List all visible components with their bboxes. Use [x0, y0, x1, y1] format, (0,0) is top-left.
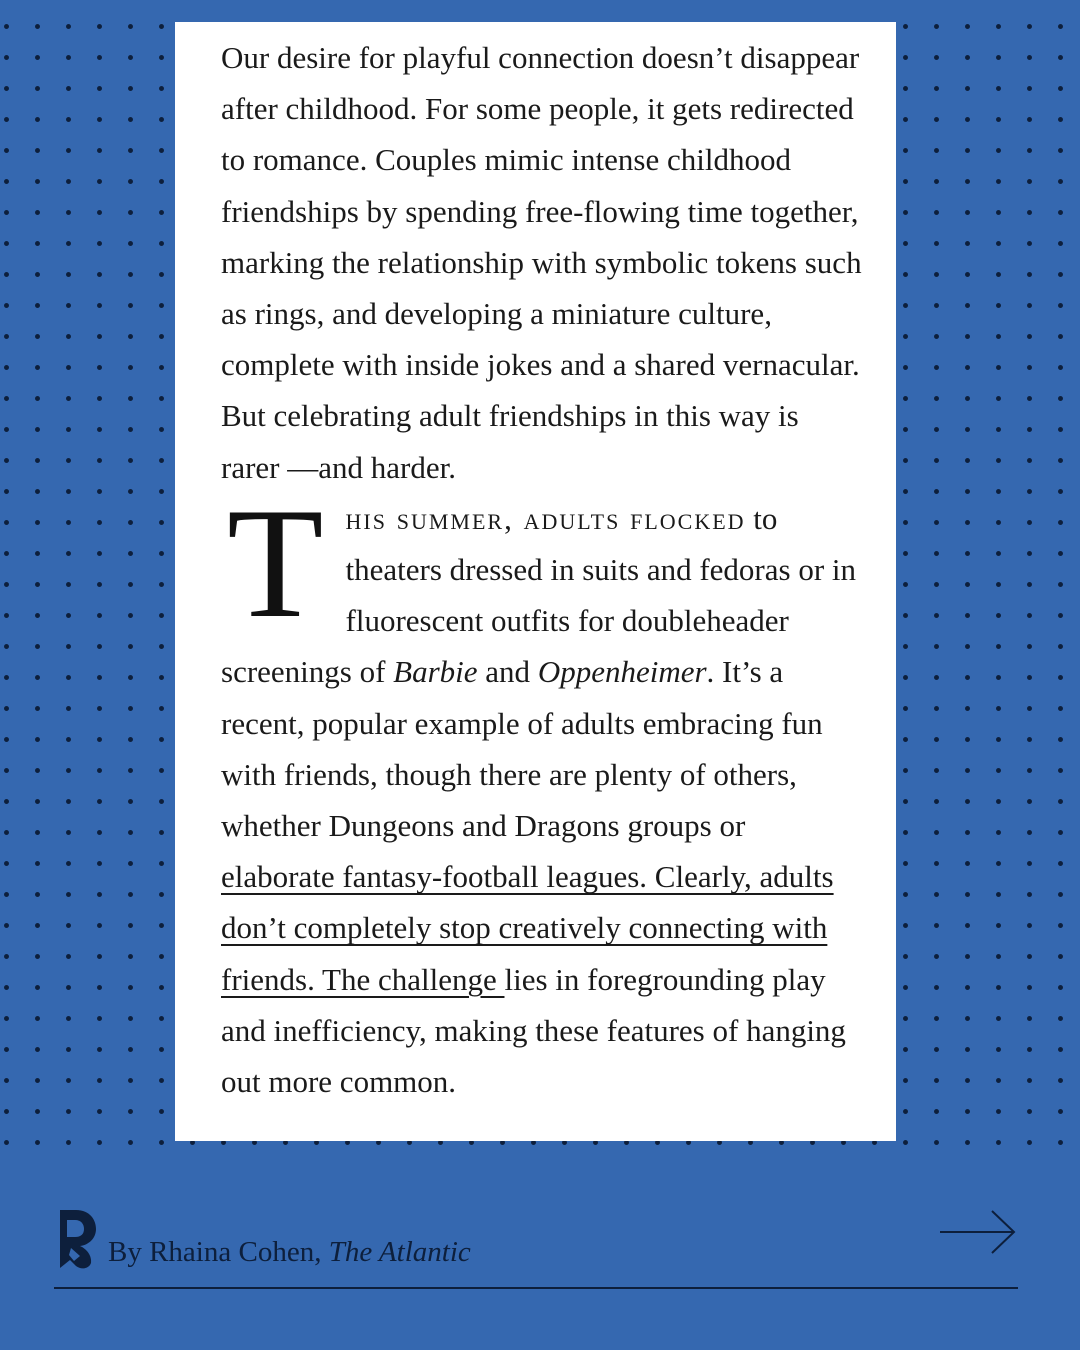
arrow-right-icon[interactable] — [938, 1208, 1018, 1256]
drop-cap: T — [227, 475, 324, 651]
paragraph-2-text-b: and — [477, 654, 538, 690]
lead-in-small-caps: his summer, adults flocked — [345, 500, 746, 536]
underlined-passage: elaborate fantasy-football leagues. Clearly, adults don’t completely stop creatively connecting with friends. The challenge — [221, 859, 834, 997]
byline — [108, 1236, 471, 1269]
byline-author: By Rhaina Cohen, — [108, 1236, 322, 1268]
paragraph-2-text-d: lies in foregrounding play and inefficiency, making these features of hanging out more common. — [221, 961, 846, 1100]
film-title-oppenheimer: Oppenheimer — [537, 654, 707, 690]
article-paragraph-1: Our desire for playful connection doesn’t disappear after childhood. For some people, it gets redirected to romance. Couples mimic intense childhood friendships by spending free-flowing time together, marking the relationship with symbolic tokens such as rings, and developing a miniature culture, complete with inside jokes and a shared vernacular. But celebrating adult friendships in this way is rarer —and harder. — [221, 40, 862, 485]
paragraph-2-text-a: to theaters dressed in suits and fedoras or in fluorescent outfits for doubleheader screenings of — [221, 500, 857, 690]
footer-divider — [54, 1287, 1018, 1289]
article-paragraph-2 — [221, 475, 862, 1107]
film-title-barbie: Barbie — [393, 654, 478, 690]
paragraph-2-text-c: . It’s a recent, popular example of adults embracing fun with friends, though there are plenty of others, whether Dungeons and Dragons groups or — [221, 654, 823, 844]
footer — [54, 1200, 1018, 1290]
article-card — [175, 22, 896, 1141]
publisher-logo-icon — [54, 1208, 96, 1270]
byline-publication: The Atlantic — [328, 1236, 471, 1268]
